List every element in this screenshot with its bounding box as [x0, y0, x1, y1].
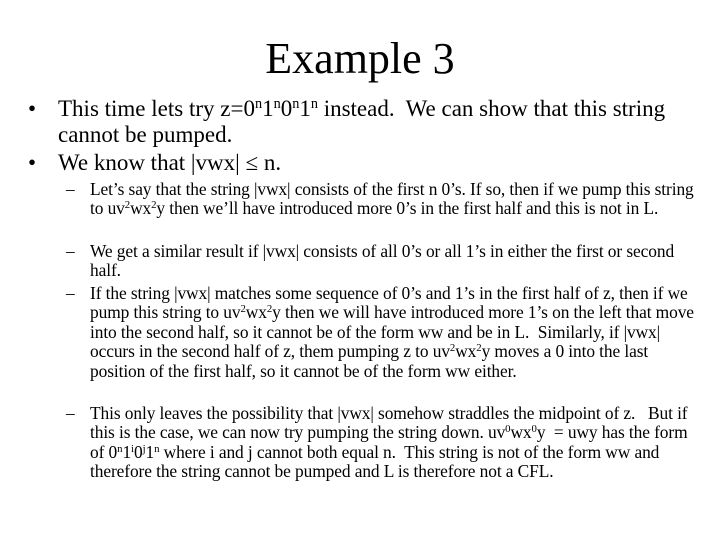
subbullet-1	[66, 179, 702, 219]
subbullet-2	[66, 241, 702, 281]
sub-marker: –	[66, 403, 75, 423]
bullet-marker: •	[28, 150, 37, 175]
slide-title: Example 3	[265, 34, 455, 83]
sub-marker: –	[66, 179, 75, 199]
subbullet-4	[66, 403, 702, 482]
bullet-marker: •	[28, 96, 37, 121]
subbullet-1-text: Let’s say that the string |vwx| consists of the first n 0’s. If so, then if we pump this string to $uv^2wx^2y$ then we’ll have introduced more 0’s in the first half and this is not in L.	[90, 179, 694, 219]
subbullet-3-text: If the string |vwx| matches some sequence of 0’s and 1’s in the first half of z, then if we pump this string to $uv^2wx^2y$ then we will have introduced more 1’s on the left that move into the second half, so it cannot be of the form ww and be in L. Similarly, if |vwx| occurs in the second half of z, them pumping z to $uv^2wx^2y$ moves a 0 into the last position of the first half, so it cannot be of the form ww either.	[90, 283, 694, 381]
bullet-1-text: This time lets try $z=0^n1^n0^n1^n$ instead. We can show that this string cannot be pumped.	[58, 96, 666, 147]
sub-marker: –	[66, 283, 75, 303]
subbullet-2-text: We get a similar result if |vwx| consists of all 0’s or all 1’s in either the first or second half.	[90, 241, 675, 281]
subbullet-3	[66, 283, 702, 381]
subbullet-4-text: This only leaves the possibility that |vwx| somehow straddles the midpoint of z. But if this is the case, we can now try pumping the string down. $uv^0wx^0y$ = uwy has the form of 0$^n$1$^i$0$^j$1$^n$ where i and j cannot both equal n. This string is not of the form ww and therefore the string cannot be pumped and L is therefore not a CFL.	[90, 403, 688, 482]
bullet-2-text: We know that |vwx| ≤ n.	[58, 150, 282, 175]
bullet-2	[28, 150, 708, 176]
sub-marker: –	[66, 241, 75, 261]
bullet-1	[28, 96, 708, 148]
